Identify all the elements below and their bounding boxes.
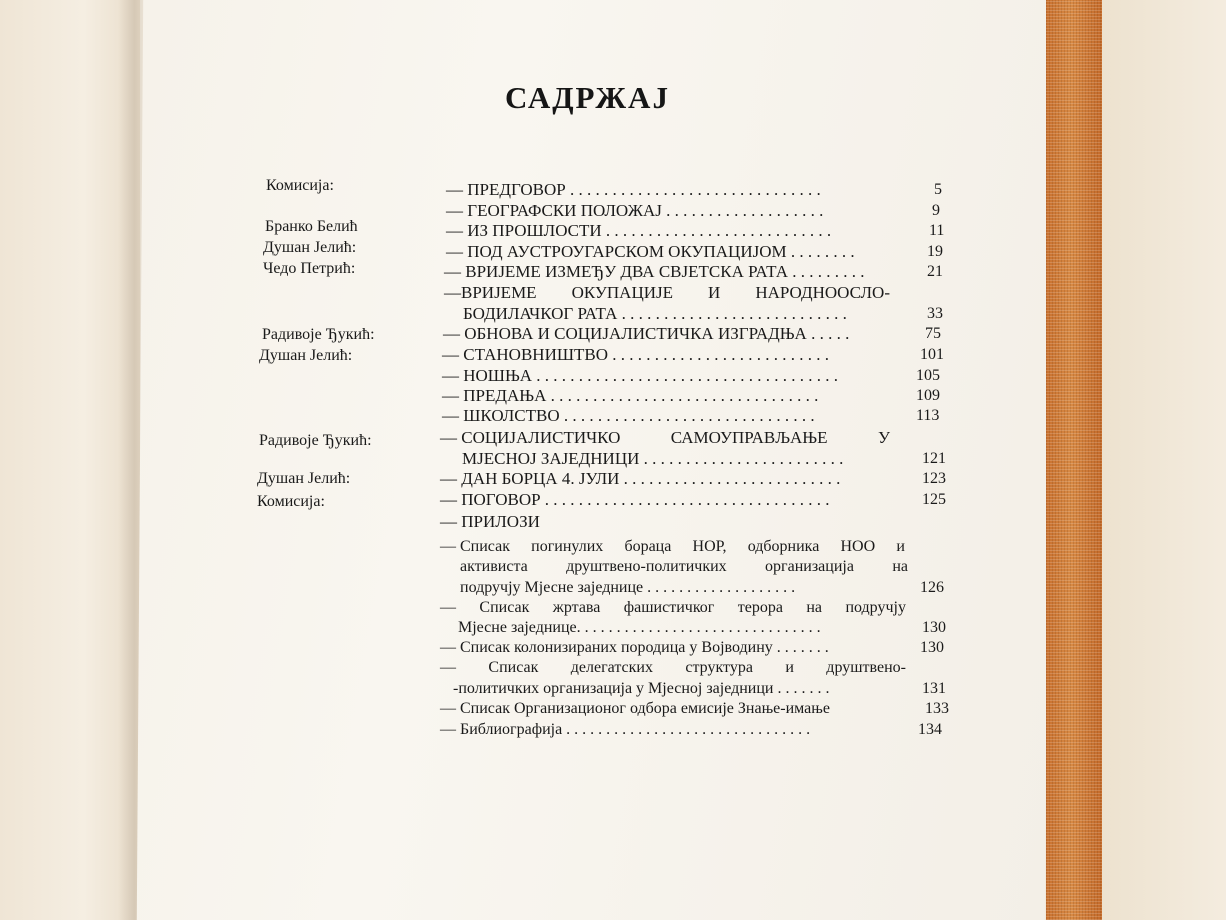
book-spine (1046, 0, 1102, 920)
toc-page-number: 75 (925, 325, 941, 342)
toc-page-number: 113 (916, 407, 940, 424)
toc-entry: — ГЕОГРАФСКИ ПОЛОЖАЈ . . . . . . . . . . . . . . . . . . . (446, 201, 824, 220)
toc-entry: — НОШЊА . . . . . . . . . . . . . . . . . . . . . . . . . . . . . . . . . . . . (442, 366, 839, 385)
toc-entry-word: делегатских (570, 659, 653, 676)
toc-entry: — ПРЕДГОВОР . . . . . . . . . . . . . . . . . . . . . . . . . . . . . . (446, 180, 821, 199)
toc-entry: — Списак Организационог одбора емисије Знање-имање (440, 700, 830, 717)
toc-entry-word: структура (685, 659, 753, 676)
toc-entry-word: друштвено-политичких (566, 558, 727, 575)
toc-entry (444, 283, 890, 303)
toc-page-number: 5 (934, 181, 942, 198)
toc-entry (440, 598, 906, 618)
toc-entry-word: И (708, 283, 721, 302)
toc-entry-word: — СОЦИЈАЛИСТИЧКО (440, 428, 621, 447)
toc-entry-word: У (877, 428, 890, 447)
toc-page-number: 121 (922, 450, 946, 467)
toc-entry: — ШКОЛСТВО . . . . . . . . . . . . . . . . . . . . . . . . . . . . . . (442, 406, 815, 425)
toc-entry-word: — (440, 659, 456, 676)
toc-entry-word: организација (765, 558, 854, 575)
toc-entry-word: погинулих (531, 538, 604, 555)
toc-page-number: 131 (922, 680, 946, 697)
toc-page-number: 125 (922, 491, 946, 508)
page-title: САДРЖАЈ (505, 80, 670, 115)
toc-entry-word: Списак (488, 659, 539, 676)
toc-entry-word: НОО (840, 538, 876, 555)
toc-entry: — ВРИЈЕМЕ ИЗМЕЂУ ДВА СВЈЕТСКА РАТА . . . . . . . . . (444, 262, 865, 281)
toc-page-number: 105 (916, 367, 940, 384)
toc-page-number: 130 (922, 619, 946, 636)
toc-page-number: 130 (920, 639, 944, 656)
toc-page-number: 126 (920, 579, 944, 596)
toc-page-number: 9 (932, 202, 940, 219)
toc-page-number: 101 (920, 346, 944, 363)
toc-page-number: 33 (927, 305, 943, 322)
toc-entry: подручју Мјесне заједнице . . . . . . . . . . . . . . . . . . . (460, 579, 796, 596)
toc-page-number: 21 (927, 263, 943, 280)
toc-entry-word: на (806, 599, 823, 616)
toc-entry: — Библиографија . . . . . . . . . . . . . . . . . . . . . . . . . . . . . . . (440, 721, 811, 738)
toc-entry-word: — (440, 599, 456, 616)
toc-entry: — СТАНОВНИШТВО . . . . . . . . . . . . . . . . . . . . . . . . . . (442, 345, 829, 364)
toc-page-number: 134 (918, 721, 942, 738)
toc-entry-word: жртава (552, 599, 601, 616)
toc-page-number: 109 (916, 387, 940, 404)
toc-entry: БОДИЛАЧКОГ РАТА . . . . . . . . . . . . . . . . . . . . . . . . . . . (463, 304, 847, 323)
toc-entry-word: НАРОДНООСЛО- (755, 283, 890, 302)
author-name: Радивоје Ђукић: (259, 432, 372, 449)
toc-entry-word: и (785, 659, 794, 676)
toc-entry-word: подручју (845, 599, 906, 616)
toc-entry-word: и (896, 538, 905, 555)
toc-entry-word: бораца (624, 538, 672, 555)
toc-entry: — ИЗ ПРОШЛОСТИ . . . . . . . . . . . . . . . . . . . . . . . . . . . (446, 221, 832, 240)
toc-page-number: 123 (922, 470, 946, 487)
toc-entry-word: терора (737, 599, 783, 616)
toc-entry: — ПРИЛОЗИ (440, 512, 540, 531)
toc-entry: — ПРЕДАЊА . . . . . . . . . . . . . . . . . . . . . . . . . . . . . . . . (442, 386, 819, 405)
toc-entry-word: ОКУПАЦИЈЕ (571, 283, 674, 302)
toc-entry (440, 658, 906, 678)
toc-entry: МЈЕСНОЈ ЗАЈЕДНИЦИ . . . . . . . . . . . . . . . . . . . . . . . . (462, 449, 844, 468)
toc-entry-word: друштвено- (826, 659, 906, 676)
toc-page-number: 133 (925, 700, 949, 717)
toc-entry: — ПОГОВОР . . . . . . . . . . . . . . . . . . . . . . . . . . . . . . . . . . (440, 490, 830, 509)
author-name: Душан Јелић: (259, 347, 353, 364)
toc-entry: — ПОД АУСТРОУГАРСКОМ ОКУПАЦИЈОМ . . . . . . . . (446, 242, 855, 261)
toc-entry-word: НОР, (692, 538, 727, 555)
toc-entry-word: —ВРИЈЕМЕ (444, 283, 537, 302)
toc-entry-word: фашистичког (623, 599, 715, 616)
toc-entry-word: Списак (479, 599, 530, 616)
author-name: Комисија: (257, 493, 325, 510)
author-name: Чедо Петрић: (263, 260, 356, 277)
author-name: Душан Јелић: (257, 470, 351, 487)
toc-entry-word: САМОУПРАВЉАЊЕ (670, 428, 828, 447)
toc-entry (440, 537, 905, 557)
toc-page-number: 11 (929, 222, 945, 239)
toc-entry-word: на (892, 558, 908, 575)
table-surface (1102, 0, 1226, 920)
toc-entry-word: одборника (747, 538, 820, 555)
toc-entry (460, 557, 908, 577)
toc-entry: Мјесне заједнице. . . . . . . . . . . . . . . . . . . . . . . . . . . . . . . (458, 619, 821, 636)
toc-entry (440, 428, 890, 448)
toc-entry-word: активиста (460, 558, 528, 575)
toc-entry: — ДАН БОРЦА 4. ЈУЛИ . . . . . . . . . . . . . . . . . . . . . . . . . . (440, 469, 841, 488)
toc-entry: — ОБНОВА И СОЦИЈАЛИСТИЧКА ИЗГРАДЊА . . . . . (443, 324, 850, 343)
toc-entry: -политичких организација у Мјесној заједници . . . . . . . (453, 680, 830, 697)
toc-entry-word: — Списак (440, 538, 510, 555)
author-name: Комисија: (266, 177, 334, 194)
author-name: Бранко Белић (265, 218, 358, 235)
author-name: Радивоје Ђукић: (262, 326, 375, 343)
toc-page-number: 19 (927, 243, 943, 260)
toc-entry: — Списак колонизираних породица у Војводину . . . . . . . (440, 639, 829, 656)
author-name: Душан Јелић: (263, 239, 357, 256)
